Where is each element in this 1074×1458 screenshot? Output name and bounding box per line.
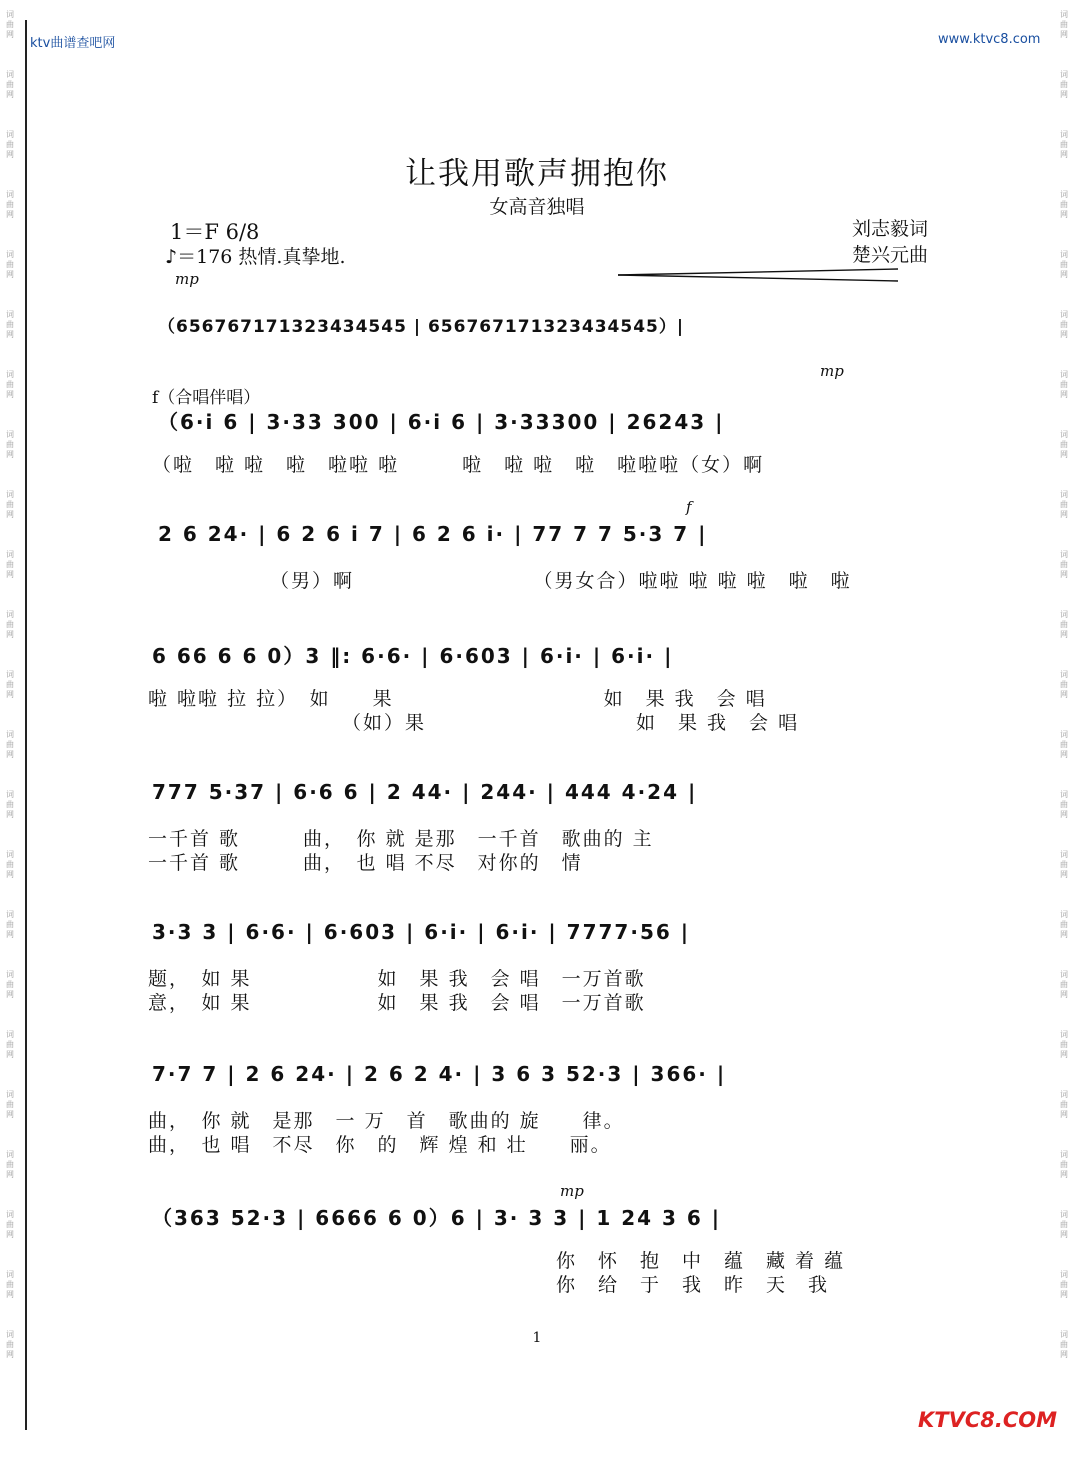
score-row-4-lyrics-verse-1: 啦 啦啦 拉 拉） 如 果 如 果 我 会 唱	[148, 688, 767, 710]
side-watermark: 词曲网	[1060, 250, 1068, 279]
score-row-4-lyrics-verse-2: （如）果 如 果 我 会 唱	[342, 712, 800, 734]
side-watermark: 词曲网	[6, 430, 14, 459]
site-logo: KTVC8.COM	[918, 1408, 1058, 1432]
score-row-5-lyrics-verse-2: 一千首 歌 曲， 也 唱 不尽 对你的 情	[148, 852, 583, 874]
side-watermark: 词曲网	[1060, 730, 1068, 759]
site-url-watermark: www.ktvc8.com	[938, 32, 1041, 47]
side-watermark: 词曲网	[6, 370, 14, 399]
side-watermark: 词曲网	[6, 730, 14, 759]
side-watermark: 词曲网	[1060, 10, 1068, 39]
score-row-3-lyrics: （男）啊 （男女合）啦啦 啦 啦 啦 啦 啦	[270, 570, 852, 592]
side-watermark: 词曲网	[6, 70, 14, 99]
side-watermark: 词曲网	[6, 670, 14, 699]
side-watermark: 词曲网	[6, 790, 14, 819]
side-watermark: 词曲网	[1060, 1090, 1068, 1119]
side-watermark: 词曲网	[1060, 1210, 1068, 1239]
side-watermark: 词曲网	[1060, 790, 1068, 819]
page-number: 1	[532, 1330, 542, 1346]
composer-credit: 楚兴元曲	[852, 244, 929, 266]
side-watermark: 词曲网	[6, 1330, 14, 1359]
side-watermark: 词曲网	[6, 850, 14, 879]
score-row-6-lyrics-verse-2: 意， 如 果 如 果 我 会 唱 一万首歌	[148, 992, 646, 1014]
side-watermark: 词曲网	[1060, 550, 1068, 579]
side-watermark: 词曲网	[6, 1150, 14, 1179]
side-watermark: 词曲网	[6, 610, 14, 639]
score-row-4-notes: 6 66 6 6 0）3 ‖: 6·6· | 6·603 | 6·i· | 6·i· |	[152, 644, 674, 668]
side-watermark: 词曲网	[1060, 70, 1068, 99]
side-watermark: 词曲网	[1060, 1150, 1068, 1179]
song-subtitle: 女高音独唱	[489, 196, 585, 218]
score-row-2-notes: （6·i 6 | 3·33 300 | 6·i 6 | 3·33300 | 26243 |	[158, 410, 725, 434]
side-watermark: 词曲网	[6, 190, 14, 219]
score-row-6-notes: 3·3 3 | 6·6· | 6·603 | 6·i· | 6·i· | 7777·56 |	[152, 920, 691, 944]
side-watermark: 词曲网	[6, 130, 14, 159]
side-watermark: 词曲网	[1060, 1030, 1068, 1059]
dynamic-mp: mp	[560, 1182, 584, 1200]
side-watermark: 词曲网	[1060, 130, 1068, 159]
dynamic-f: f	[686, 498, 692, 516]
side-watermark: 词曲网	[6, 1210, 14, 1239]
decrescendo-hairpin	[618, 268, 898, 282]
score-row-7-notes: 7·7 7 | 2 6 24· | 2 6 2 4· | 3 6 3 52·3 | 366· |	[152, 1062, 727, 1086]
tempo-marking: ♪＝176 热情.真挚地.	[165, 246, 346, 268]
side-watermark: 词曲网	[1060, 1330, 1068, 1359]
side-watermark: 词曲网	[6, 970, 14, 999]
side-watermark: 词曲网	[6, 1090, 14, 1119]
site-name-watermark: ktv曲谱查吧网	[30, 36, 116, 51]
score-row-2-lyrics: （啦 啦 啦 啦 啦啦 啦 啦 啦 啦 啦 啦啦啦（女）啊	[152, 454, 765, 476]
side-watermark: 词曲网	[6, 250, 14, 279]
side-watermark: 词曲网	[6, 550, 14, 579]
score-row-5-notes: 777 5·37 | 6·6 6 | 2 44· | 244· | 444 4·24 |	[152, 780, 698, 804]
score-row-8-lyrics-verse-2: 你 给 于 我 昨 天 我	[556, 1274, 830, 1296]
side-watermark: 词曲网	[1060, 190, 1068, 219]
side-watermark: 词曲网	[6, 910, 14, 939]
score-row-8-lyrics-verse-1: 你 怀 抱 中 蕴 藏 着 蕴	[556, 1250, 846, 1272]
side-watermark: 词曲网	[1060, 310, 1068, 339]
side-watermark: 词曲网	[1060, 670, 1068, 699]
side-watermark: 词曲网	[1060, 610, 1068, 639]
score-row-7-lyrics-verse-1: 曲， 你 就 是那 一 万 首 歌曲的 旋 律。	[148, 1110, 625, 1132]
score-row-6-lyrics-verse-1: 题， 如 果 如 果 我 会 唱 一万首歌	[148, 968, 646, 990]
score-row-3-notes: 2 6 24· | 6 2 6 i 7 | 6 2 6 i· | 77 7 7 5·3 7 |	[158, 522, 708, 546]
side-watermark: 词曲网	[1060, 910, 1068, 939]
side-watermark: 词曲网	[1060, 970, 1068, 999]
side-watermark: 词曲网	[6, 1030, 14, 1059]
dynamic-mp: mp	[820, 362, 844, 380]
side-watermark: 词曲网	[1060, 1270, 1068, 1299]
side-watermark: 词曲网	[6, 1270, 14, 1299]
side-watermark: 词曲网	[6, 10, 14, 39]
side-watermark: 词曲网	[1060, 430, 1068, 459]
side-watermark: 词曲网	[1060, 490, 1068, 519]
score-row-8-notes: （363 52·3 | 6666 6 0）6 | 3· 3 3 | 1 24 3 6 |	[152, 1206, 722, 1230]
score-row-5-lyrics-verse-1: 一千首 歌 曲， 你 就 是那 一千首 歌曲的 主	[148, 828, 654, 850]
key-signature: 1＝F 6/8	[170, 220, 260, 244]
score-row-7-lyrics-verse-2: 曲， 也 唱 不尽 你 的 辉 煌 和 壮 丽。	[148, 1134, 612, 1156]
side-watermark: 词曲网	[6, 490, 14, 519]
lyricist-credit: 刘志毅词	[852, 218, 929, 240]
dynamic-f-chorus: f（合唱伴唱）	[152, 388, 261, 408]
dynamic-mp: mp	[175, 270, 199, 288]
side-watermark: 词曲网	[1060, 370, 1068, 399]
side-watermark: 词曲网	[6, 310, 14, 339]
side-watermark: 词曲网	[1060, 850, 1068, 879]
score-row-1-notes: （656767171323434545 | 656767171323434545）|	[158, 317, 685, 337]
left-margin-rule	[25, 20, 27, 1430]
song-title: 让我用歌声拥抱你	[405, 156, 669, 192]
